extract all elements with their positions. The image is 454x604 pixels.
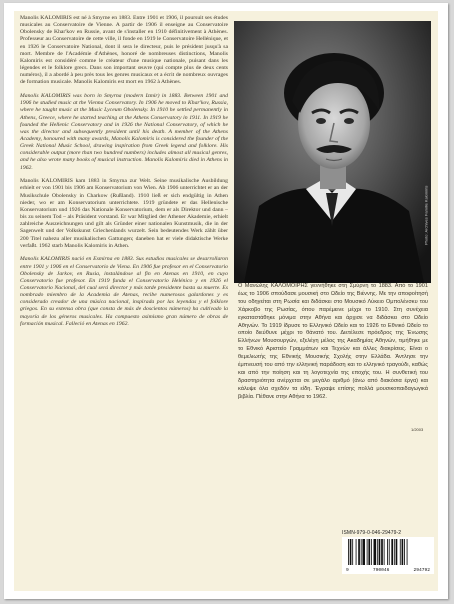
barcode-digit-group-2: 294792 — [413, 568, 430, 573]
barcode-bars — [346, 539, 430, 565]
barcode-digits — [346, 568, 430, 573]
composer-portrait-photo — [234, 21, 431, 283]
biography-english: Manolis KALOMIRIS was born in Smyrna (modern Izmir) in 1883. Between 1901 and 1906 he studied music at the Vienna Conservatory. In 1906 he moved to Khar'kov, Russia, where he taught music at the Music Lyceum Obolensky. In 1910 he settled permanently in Athens, Greece, where he started teaching at the Athens Conservatory in 1911. In 1919 he founded the Hellenic Conservatory and in 1926 the National Conservatory, of which he was the director and subsequently president until his death. A member of the Athens Academy, honoured with many awards, Manolis Kalomiris is considered the founder of the Greek National Music School, drawing inspiration from Greek legend and folklore. His considerable output (more than two hundred numbers) includes almost all musical genres, and he also wrote many books of musical instruction. Manolis Kalomiris died in Athens in 1962. — [20, 93, 228, 171]
portrait-image — [234, 21, 431, 283]
biography-german: Manolis KALOMIRIS kam 1883 in Smyrna zur Welt. Seine musikalische Ausbildung erhielt er von 1901 bis 1906 am Konservatorium von Wien. Ab 1906 unterrichtet er an der Musikschule Obolensky in Charkow (Rußland). 1910 ließ er sich endgültig in Athen nieder, wo er am Konservatorium unterrichtete. 1919 gründete er das Hellenische Konservatorium und 1926 das Nationale Konservatorium, dem er als Direktor und dann – bis zu seinem Tod – als Präsident vorstand. Er war Mitglied der Athener Akademie, erhielt zahlreiche Auszeichnungen und gilt als Gründer einer nationalen Kunstmusik, die in der Sagenwelt und der Volkskunst Griechenlands wurzelt. Sein bedeutendes Werk zählt über 200 Titel nahezu aller musikalischen Gattungen; daneben hat er viele didaktische Werke verfaßt. 1962 starb Manolis Kalomiris in Athen. — [20, 178, 228, 249]
biography-spanish: Manolis KALOMIRIS nació en Esmirna en 1883. Sus estudios musicales se desarrollaron entre 1901 y 1906 en el Conservatorio de Viena. En 1906 fue profesor en el Conservatorio Obolensky de Jarkov, en Rusia, instalándose al fin en Atenas en 1910, en cuyo Conservatorio fue profesor. En 1919 funda el Conservatorio Helénico y en 1926 el Conservatorio Nacional, del cual será director y más tarde presidente hasta su muerte. Es nombrado miembro de la Academia de Atenas, recibe numerosos galardones y es considerado creador de una música nacional, inspirada por las leyendas y el folklore griegos. En su extensa obra (que consta de más de doscientos números) ha cultivado la mayoría de los géneros musicales. Ha compuesto asimismo gran número de obras de formación musical. Falleció en Atenas en 1962. — [20, 256, 228, 327]
barcode-digit-group-1: 790046 — [372, 568, 390, 573]
cover-panel — [14, 11, 438, 591]
barcode — [342, 537, 434, 574]
barcode-digit-prefix: 9 — [346, 568, 349, 573]
book-back-cover — [4, 3, 448, 599]
biography-greek: Ο Μανώλης ΚΑΛΟΜΟΙΡΗΣ γεννήθηκε στη Σμύρνη το 1883. Από το 1901 έως το 1906 σπούδασε μουσική στο Ωδείο της Βιέννης. Με την αποφοίτησή του οδηγείται στη Ρωσία και διδάσκει στο Μουσικό Λύκειο Ομπολένσκυ του Χάρκοβο της Ρωσίας, όπου παρέμεινε μέχρι το 1910. Στη συνέχεια εγκαταστάθηκε μόνιμα στην Αθήνα και άρχισε να διδάσκει στο Ωδείο Αθηνών. Το 1919 ίδρυσε το Ελληνικό Ωδείο και το 1926 το Εθνικό Ωδείο το οποίο διεύθυνε μέχρι το θάνατό του. Διετέλεσε πρόεδρος της Ένωσης Ελλήνων Μουσουργών, εξελέγη μέλος της Ακαδημίας Αθηνών, τιμήθηκε με το Εθνικό Αριστείο Γραμμάτων και Τεχνών και άλλες διακρίσεις. Είναι ο θεμελιωτής της Εθνικής Μουσικής Σχολής στην Ελλάδα. Άντλησε την έμπνευσή του από την ελληνική παράδοση και το ελληνικό τραγούδι, καθώς και από την ποίηση και τη λογοτεχνία της εποχής του. Η συνθετική του δραστηριότητα ανέρχεται σε μεγάλο αριθμό (άνω από διακόσια έργα) και κάλυψε όλα σχεδόν τα είδη. Έγραψε επίσης πολλά μουσικοπαιδαγωγικά βιβλία. Πέθανε στην Αθήνα το 1962. — [238, 283, 428, 400]
ismn-number: ISMN-979-0-046-29479-2 — [342, 530, 402, 536]
biography-left-column — [20, 15, 228, 334]
edition-code: 1/2003 — [411, 427, 424, 432]
photo-credit: Photo: Archives Famille Kalomiris — [423, 185, 428, 245]
biography-french: Manolis KALOMIRIS est né à Smyrne en 1883. Entre 1901 et 1906, il poursuit ses études musicales au Conservatoire de Vienne. A partir de 1906 il enseigne au Conservatoire Obolensky de Khar'kov en Russie, avant de s'installer en 1910 définitivement à Athènes. Professeur au Conservatoire de cette ville, il fonde en 1919 le Conservatoire Hellénique, et en 1926 le Conservatoire National, dont il sera le directeur, puis le président jusqu'à sa mort. Membre de l'Académie d'Athènes, honoré de nombreuses distinctions, Manolis Kalomiris est considéré comme le créateur d'une musique nationale, puisant dans les légendes et le folklore grecs. Dans son important œuvre (qui compte plus de deux cents numéros), il a abordé à peu près tous les genres musicaux et a écrit de nombreux ouvrages de formation musicale. Manolis Kalomiris est mort en 1962 à Athènes. — [20, 15, 228, 86]
